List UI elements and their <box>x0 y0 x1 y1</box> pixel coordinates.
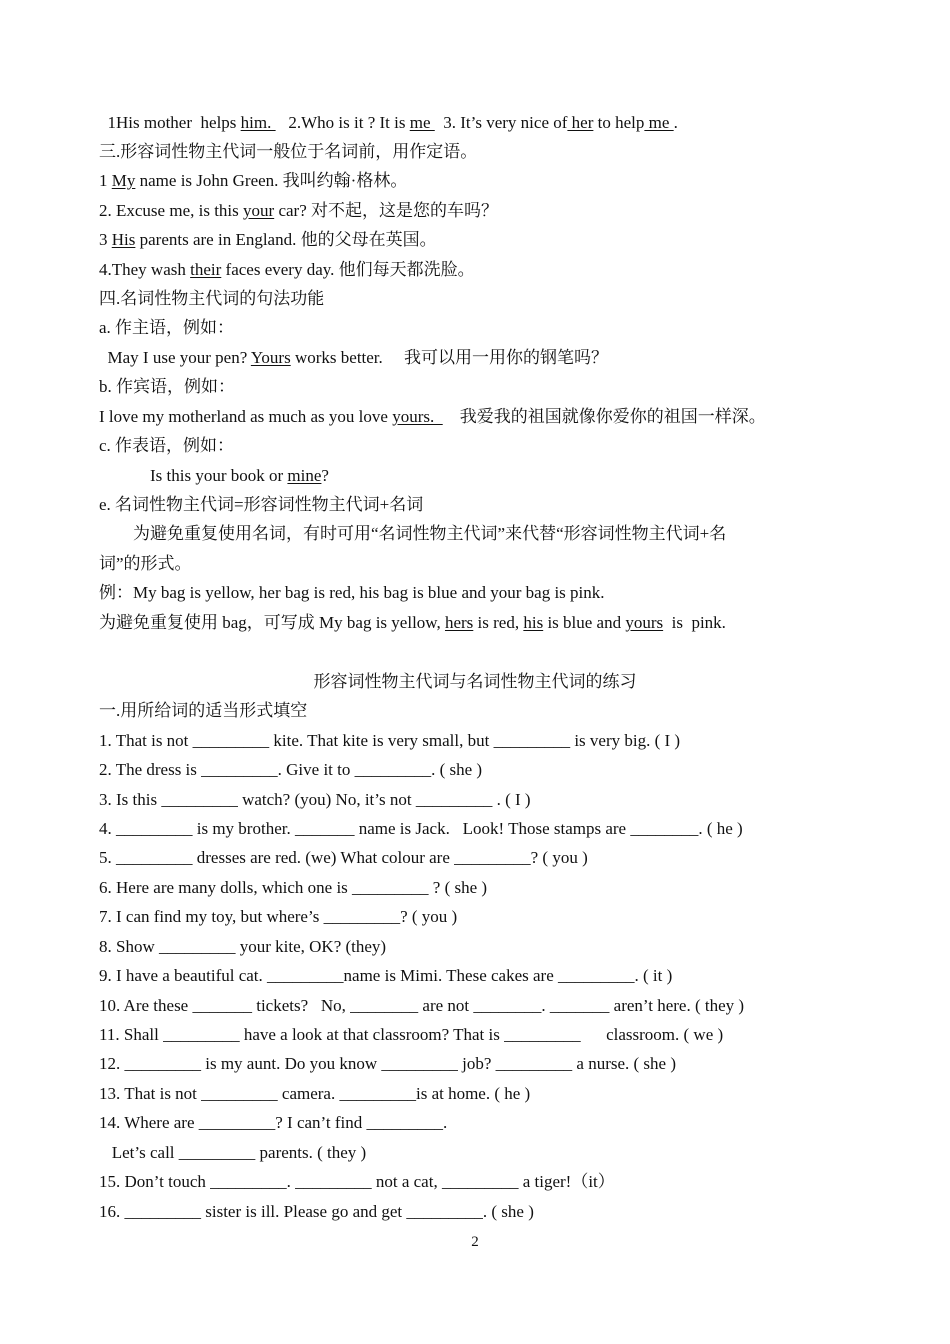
underlined-pronoun: His <box>111 230 136 249</box>
sub-heading-c: c. 作表语，例如： <box>99 436 235 455</box>
section-heading-4: 四.名词性物主代词的句法功能 <box>99 289 325 308</box>
text: is blue and <box>543 613 626 632</box>
text: to help <box>593 113 645 132</box>
text: 4.They wash <box>99 260 191 279</box>
sub-heading-b: b. 作宾语，例如： <box>99 377 235 396</box>
exercise-question-8: 8. Show _________ your kite, OK? (they) <box>99 937 387 956</box>
text: 3 <box>99 230 112 249</box>
exercise-heading: 一.用所给词的适当形式填空 <box>99 701 308 720</box>
example-line <box>99 465 329 487</box>
underlined-pronoun: yours. <box>392 407 443 426</box>
underlined-pronoun: mine <box>287 466 322 485</box>
exercise-question-12: 12. _________ is my aunt. Do you know _________ job? _________ a nurse. ( she ) <box>99 1054 677 1073</box>
example-line <box>99 229 437 251</box>
exercise-title: 形容词性物主代词与名词性物主代词的练习 <box>313 672 637 691</box>
underlined-pronoun: me <box>409 113 435 132</box>
text: 2. Excuse me, is this <box>99 201 244 220</box>
text: ? <box>321 466 329 485</box>
example-line <box>99 347 608 369</box>
exercise-question-2: 2. The dress is _________. Give it to _________. ( she ) <box>99 760 483 779</box>
paragraph-line: 为避免重复使用名词，有时可用“名词性物主代词”来代替“形容词性物主代词+名 <box>99 524 727 543</box>
exercise-question-5: 5. _________ dresses are red. (we) What colour are _________? ( you ) <box>99 848 588 867</box>
text: . <box>673 113 678 132</box>
underlined-pronoun: yours <box>625 613 664 632</box>
exercise-question-13: 13. That is not _________ camera. _________is at home. ( he ) <box>99 1084 531 1103</box>
underlined-pronoun: your <box>243 201 275 220</box>
text: Is this your book or <box>99 466 288 485</box>
text: is pink. <box>663 613 726 632</box>
exercise-question-4: 4. _________ is my brother. _______ name is Jack. Look! Those stamps are ________. ( he ) <box>99 819 743 838</box>
underlined-pronoun: My <box>111 171 136 190</box>
exercise-question-16: 16. _________ sister is ill. Please go and get _________. ( she ) <box>99 1202 534 1221</box>
example-line <box>99 259 475 281</box>
exercise-question-6: 6. Here are many dolls, which one is _________ ? ( she ) <box>99 878 488 897</box>
example-line <box>99 170 407 192</box>
text: 3. It’s very nice of <box>434 113 568 132</box>
text: May I use your pen? <box>99 348 251 367</box>
text: 我爱我的祖国就像你爱你的祖国一样深。 <box>442 407 766 426</box>
exercise-question-10: 10. Are these _______ tickets? No, ________ are not ________. _______ aren’t here. ( they ) <box>99 996 745 1015</box>
exercise-question-11: 11. Shall _________ have a look at that classroom? That is _________ classroom. ( we ) <box>99 1025 724 1044</box>
underlined-pronoun: hers <box>444 613 474 632</box>
example-line-1 <box>99 112 678 134</box>
underlined-pronoun: her <box>567 113 594 132</box>
example-line <box>99 612 726 634</box>
exercise-question-1: 1. That is not _________ kite. That kite is very small, but _________ is very big. ( I ) <box>99 731 681 750</box>
text: 1 <box>99 171 112 190</box>
text: is red, <box>473 613 524 632</box>
exercise-question-14-continued: Let’s call _________ parents. ( they ) <box>99 1143 367 1162</box>
text: works better. 我可以用一用你的钢笔吗？ <box>290 348 609 367</box>
example-line: 例：My bag is yellow, her bag is red, his bag is blue and your bag is pink. <box>99 583 605 602</box>
text: name is John Green. 我叫约翰·格林。 <box>135 171 408 190</box>
underlined-pronoun: Yours <box>250 348 291 367</box>
exercise-question-3: 3. Is this _________ watch? (you) No, it’s not _________ . ( I ) <box>99 790 531 809</box>
exercise-question-15: 15. Don’t touch _________. _________ not a cat, _________ a tiger!（it） <box>99 1172 615 1191</box>
text: 2.Who is it ? It is <box>275 113 410 132</box>
text: 1His mother helps <box>99 113 241 132</box>
underlined-pronoun: his <box>523 613 544 632</box>
underlined-pronoun: me <box>644 113 674 132</box>
example-line <box>99 406 766 428</box>
page-number: 2 <box>471 1234 479 1250</box>
exercise-question-7: 7. I can find my toy, but where’s _________? ( you ) <box>99 907 458 926</box>
section-heading-3: 三.形容词性物主代词一般位于名词前，用作定语。 <box>99 142 478 161</box>
example-line <box>99 200 498 222</box>
exercise-question-9: 9. I have a beautiful cat. _________name is Mimi. These cakes are _________. ( it ) <box>99 966 673 985</box>
underlined-pronoun: him. <box>240 113 276 132</box>
text: car? 对不起，这是您的车吗？ <box>274 201 498 220</box>
sub-heading-a: a. 作主语，例如： <box>99 318 235 337</box>
exercise-question-14: 14. Where are _________? I can’t find _________. <box>99 1113 448 1132</box>
text: I love my motherland as much as you love <box>99 407 393 426</box>
sub-heading-e: e. 名词性物主代词=形容词性物主代词+名词 <box>99 495 424 514</box>
text: 为避免重复使用 bag，可写成 My bag is yellow, <box>99 613 445 632</box>
paragraph-line: 词”的形式。 <box>99 554 192 573</box>
underlined-pronoun: their <box>190 260 222 279</box>
text: faces every day. 他们每天都洗脸。 <box>221 260 475 279</box>
text: parents are in England. 他的父母在英国。 <box>135 230 437 249</box>
